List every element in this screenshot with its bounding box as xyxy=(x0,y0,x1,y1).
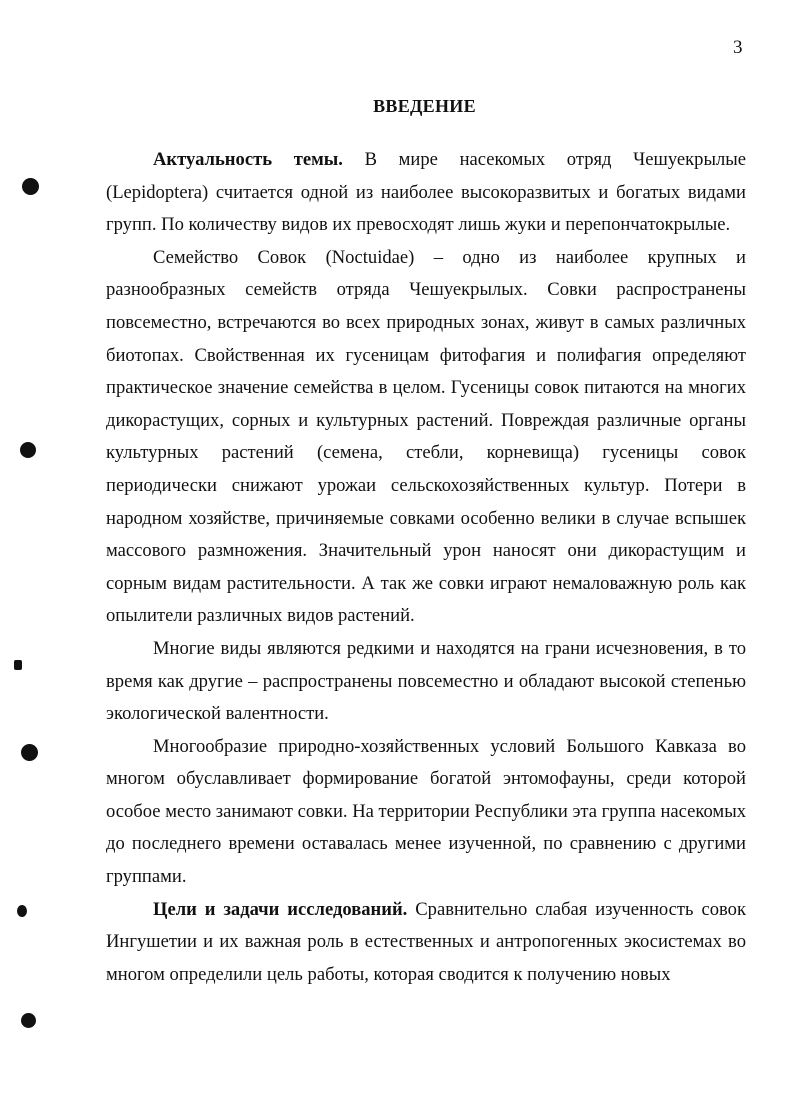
punch-hole-mark xyxy=(21,744,38,761)
page-number: 3 xyxy=(733,37,743,58)
paragraph-text: Многообразие природно-хозяйственных условий Большого Кавказа во многом обуславливает формирование богатой энтомофауны, среди которой особое место занимают совки. На территории Республики эта группа насекомых до последнего времени оставалась менее изученной, по сравнению с другими группами. xyxy=(106,735,746,888)
paragraph-goals xyxy=(106,894,746,992)
paragraph-relevance xyxy=(106,144,746,242)
punch-hole-mark xyxy=(17,905,27,917)
punch-hole-mark xyxy=(20,442,36,458)
punch-hole-mark xyxy=(21,1013,36,1028)
paragraph-text: Сравнительно слабая изученность совок Ингушетии и их важная роль в естественных и антропогенных экосистемах во многом определили цель работы, которая сводится к получению новых xyxy=(106,898,746,985)
paragraph-noctuidae xyxy=(106,242,746,633)
punch-hole-mark xyxy=(14,660,22,670)
paragraph-text: Многие виды являются редкими и находятся на грани исчезновения, в то время как другие – распространены повсеместно и обладают высокой степенью экологической валентности. xyxy=(106,637,746,725)
paragraph-lead: Цели и задачи исследований. xyxy=(153,898,408,920)
paragraph-text: В мире насекомых отряд Чешуекрылые (Lepidoptera) считается одной из наиболее высокоразвитых и богатых видами групп. По количеству видов их превосходят лишь жуки и перепончатокрылые. xyxy=(106,149,746,236)
section-heading: ВВЕДЕНИЕ xyxy=(373,96,476,116)
punch-hole-mark xyxy=(22,178,39,195)
paragraph-rare-species xyxy=(106,633,746,731)
body-text xyxy=(106,144,746,991)
paragraph-text: Семейство Совок (Noctuidae) – одно из наиболее крупных и разнообразных семейств отряда Чешуекрылых. Совки распространены повсеместно, встречаются во всех природных зонах, живут в самых различных биотопах. Свойственная их гусеницам фитофагия и полифагия определяют практическое значение семейства в целом. Гусеницы совок питаются на многих дикорастущих, сорных и культурных растений. Повреждая различные органы культурных растений (семена, стебли, корневища) гусеницы совок периодически снижают урожаи сельскохозяйственных культур. Потери в народном хозяйстве, причиняемые совками особенно велики в случае вспышек массового размножения. Значительный урон наносят они дикорастущим и сорным видам растительности. А так же совки играют немаловажную роль как опылители различных видов растений. xyxy=(106,246,746,627)
paragraph-lead: Актуальность темы. xyxy=(153,149,343,170)
paragraph-caucasus xyxy=(106,731,746,894)
